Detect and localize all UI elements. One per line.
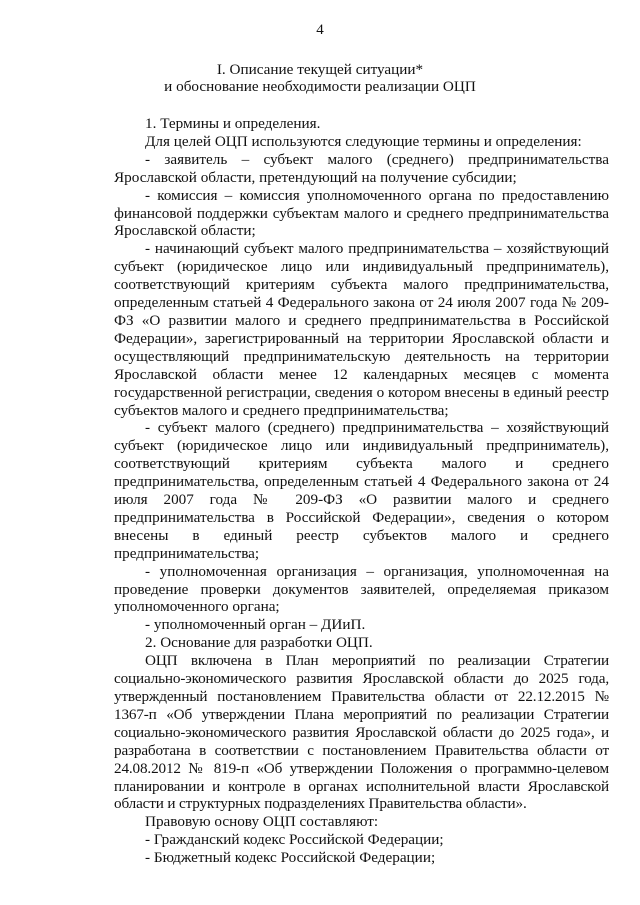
paragraph-term-commission: - комиссия – комиссия уполномоченного органа по предоставлению финансовой поддержки субъектам малого и среднего предпринимательства Ярославской области; (114, 186, 609, 240)
page-number: 4 (316, 22, 324, 38)
section-title-line-2: и обоснование необходимости реализации ОЦП (164, 78, 476, 96)
section-title (0, 61, 640, 96)
paragraph-terms-intro: Для целей ОЦП используются следующие термины и определения: (145, 132, 582, 150)
paragraph-term-authorized-body: - уполномоченный орган – ДИиП. (145, 616, 366, 634)
paragraph-basis-heading: 2. Основание для разработки ОЦП. (145, 634, 373, 652)
paragraph-budget-code: - Бюджетный кодекс Российской Федерации; (145, 849, 436, 867)
paragraph-civil-code: - Гражданский кодекс Российской Федерации; (145, 831, 444, 849)
section-title-line-1: I. Описание текущей ситуации* (216, 61, 424, 78)
paragraph-term-sme-entity: - субъект малого (среднего) предпринимательства – хозяйствующий субъект (юридическое лицо или индивидуальный предприниматель), соответствующий критериям субъекта малого и среднего предпринимательства, определенным статьей 4 Федерального закона от 24 июля 2007 года № 209-ФЗ «О развитии малого и среднего предпринимательства в Российской Федерации», сведения о котором внесены в единый реестр субъектов малого и среднего предпринимательства; (114, 419, 609, 562)
paragraph-terms-heading: 1. Термины и определения. (145, 115, 321, 132)
paragraph-term-applicant: - заявитель – субъект малого (среднего) предпринимательства Ярославской области, претендующий на получение субсидии; (114, 150, 609, 186)
paragraph-term-startup-entity: - начинающий субъект малого предпринимательства – хозяйствующий субъект (юридическое лицо или индивидуальный предприниматель), соответствующий критериям субъекта малого предпринимательства, определенным статьей 4 Федерального закона от 24 июля 2007 года № 209-ФЗ «О развитии малого и среднего предпринимательства в Российской Федерации», зарегистрированный на территории Ярославской области и осуществляющий предпринимательскую деятельность на территории Ярославской области менее 12 календарных месяцев с момента государственной регистрации, сведения о котором внесены в единый реестр субъектов малого и среднего предпринимательства; (114, 240, 609, 419)
document-body (114, 115, 609, 867)
paragraph-legal-basis-intro: Правовую основу ОЦП составляют: (145, 813, 379, 831)
paragraph-term-authorized-organization: - уполномоченная организация – организация, уполномоченная на проведение проверки документов заявителей, определяемая приказом уполномоченного органа; (114, 562, 609, 616)
paragraph-basis-text: ОЦП включена в План мероприятий по реализации Стратегии социально-экономического развития Ярославской области до 2025 года, утвержденный постановлением Правительства области от 22.12.2015 № 1367-п «Об утверждении Плана мероприятий по реализации Стратегии социально-экономического развития Ярославской области до 2025 года», и разработана в соответствии с постановлением Правительства области от 24.08.2012 № 819-п «Об утверждении Положения о программно-целевом планировании и контроле в органах исполнительной власти Ярославской области и структурных подразделениях Правительства области». (114, 652, 609, 813)
